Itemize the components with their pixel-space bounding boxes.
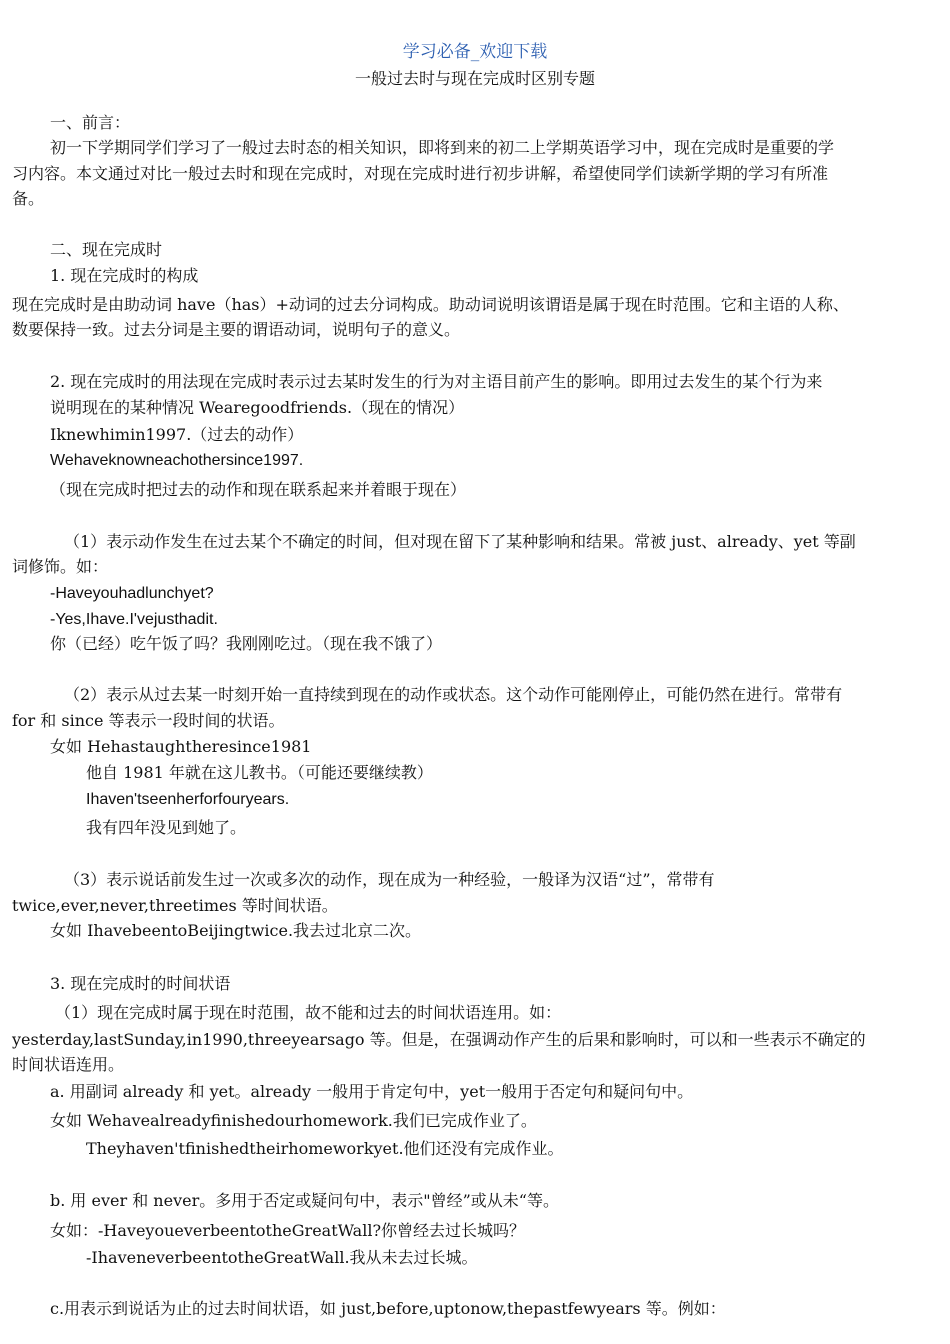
point-c-line: c.用表示到说话为止的过去时间状语，如 just,before,uptonow,thepastfewyears 等。例如： xyxy=(50,1299,726,1318)
use1-line-1: （1）表示动作发生在过去某个不确定的时间，但对现在留下了某种影响和结果。常被 just、already、yet 等副 xyxy=(64,532,856,551)
sub2-line-4: Wehaveknowneachothersince1997. xyxy=(50,452,304,469)
point-b-line: b. 用 ever 和 never。多用于否定或疑问句中，表示"曾经”或从未“等。 xyxy=(50,1191,559,1210)
use1-example-3: 你（已经）吃午饭了吗？我刚刚吃过。（现在我不饿了） xyxy=(50,634,443,653)
sub1-heading: 1. 现在完成时的构成 xyxy=(50,266,199,285)
point-a-line: a. 用副词 already 和 yet。already 一般用于肯定句中，yet一般用于否定句和疑问句中。 xyxy=(50,1082,694,1101)
sub1-text-line-2: 数要保持一致。过去分词是主要的谓语动词，说明句子的意义。 xyxy=(12,320,461,339)
intro-heading: 一、前言： xyxy=(50,113,131,132)
sub2-line-3: Iknewhimin1997.（过去的动作） xyxy=(50,425,304,444)
use2-example-3: Ihaven'tseenherforfouryears. xyxy=(86,791,290,808)
sub1-text-line-1: 现在完成时是由助动词 have（has）+动词的过去分词构成。助动词说明该谓语是属于现在时范围。它和主语的人称、 xyxy=(12,295,849,314)
intro-paragraph-line-2: 习内容。本文通过对比一般过去时和现在完成时，对现在完成时进行初步讲解，希望使同学们读新学期的学习有所准 xyxy=(12,164,829,183)
use2-line-1: （2）表示从过去某一时刻开始一直持续到现在的动作或状态。这个动作可能刚停止，可能仍然在进行。常带有 xyxy=(64,685,843,704)
header-link[interactable]: 学习必备_欢迎下载 xyxy=(402,42,548,62)
sub3-line-3: 时间状语连用。 xyxy=(12,1055,125,1074)
use1-example-1: -Haveyouhadlunchyet? xyxy=(50,585,214,602)
document-title: 一般过去时与现在完成时区别专题 xyxy=(354,69,595,88)
sub3-line-2: yesterday,lastSunday,in1990,threeyearsago 等。但是，在强调动作产生的后果和影响时，可以和一些表示不确定的 xyxy=(12,1030,866,1049)
intro-paragraph-line-3: 备。 xyxy=(12,189,45,208)
use2-example-4: 我有四年没见到她了。 xyxy=(86,818,247,837)
sub2-line-1: 2. 现在完成时的用法现在完成时表示过去某时发生的行为对主语目前产生的影响。即用过去发生的某个行为来 xyxy=(50,372,823,391)
use3-example-1: 女如 IhavebeentoBeijingtwice.我去过北京二次。 xyxy=(50,921,422,940)
sub3-line-1: （1）现在完成时属于现在时范围，故不能和过去的时间状语连用。如： xyxy=(55,1003,562,1022)
use1-example-2: -Yes,Ihave.I'vejusthadit. xyxy=(50,611,218,628)
perfect-tense-heading: 二、现在完成时 xyxy=(50,240,163,259)
sub3-heading: 3. 现在完成时的时间状语 xyxy=(50,974,231,993)
point-b-example-1: 女如：-HaveyoueverbeentotheGreatWall?你曾经去过长城吗？ xyxy=(50,1221,526,1240)
use3-line-2: twice,ever,never,threetimes 等时间状语。 xyxy=(12,896,338,915)
point-b-example-2: -IhaveneverbeentotheGreatWall.我从未去过长城。 xyxy=(86,1248,478,1267)
use3-line-1: （3）表示说话前发生过一次或多次的动作，现在成为一种经验，一般译为汉语“过”，常带有 xyxy=(64,870,715,889)
sub2-line-2: 说明现在的某种情况 Wearegoodfriends.（现在的情况） xyxy=(50,398,465,417)
use2-line-2: for 和 since 等表示一段时间的状语。 xyxy=(12,711,285,730)
sub2-line-5: （现在完成时把过去的动作和现在联系起来并着眼于现在） xyxy=(50,480,467,499)
point-a-example-2: Theyhaven'tfinishedtheirhomeworkyet.他们还没有完成作业。 xyxy=(86,1139,564,1158)
intro-paragraph-line-1: 初一下学期同学们学习了一般过去时态的相关知识，即将到来的初二上学期英语学习中，现在完成时是重要的学 xyxy=(50,138,835,157)
point-a-example-1: 女如 Wehavealreadyfinishedourhomework.我们已完成作业了。 xyxy=(50,1111,537,1130)
use1-line-2: 词修饰。如： xyxy=(12,557,109,576)
use2-example-1: 女如 Hehastaughtheresince1981 xyxy=(50,737,312,756)
use2-example-2: 他自 1981 年就在这儿教书。（可能还要继续教） xyxy=(86,763,433,782)
